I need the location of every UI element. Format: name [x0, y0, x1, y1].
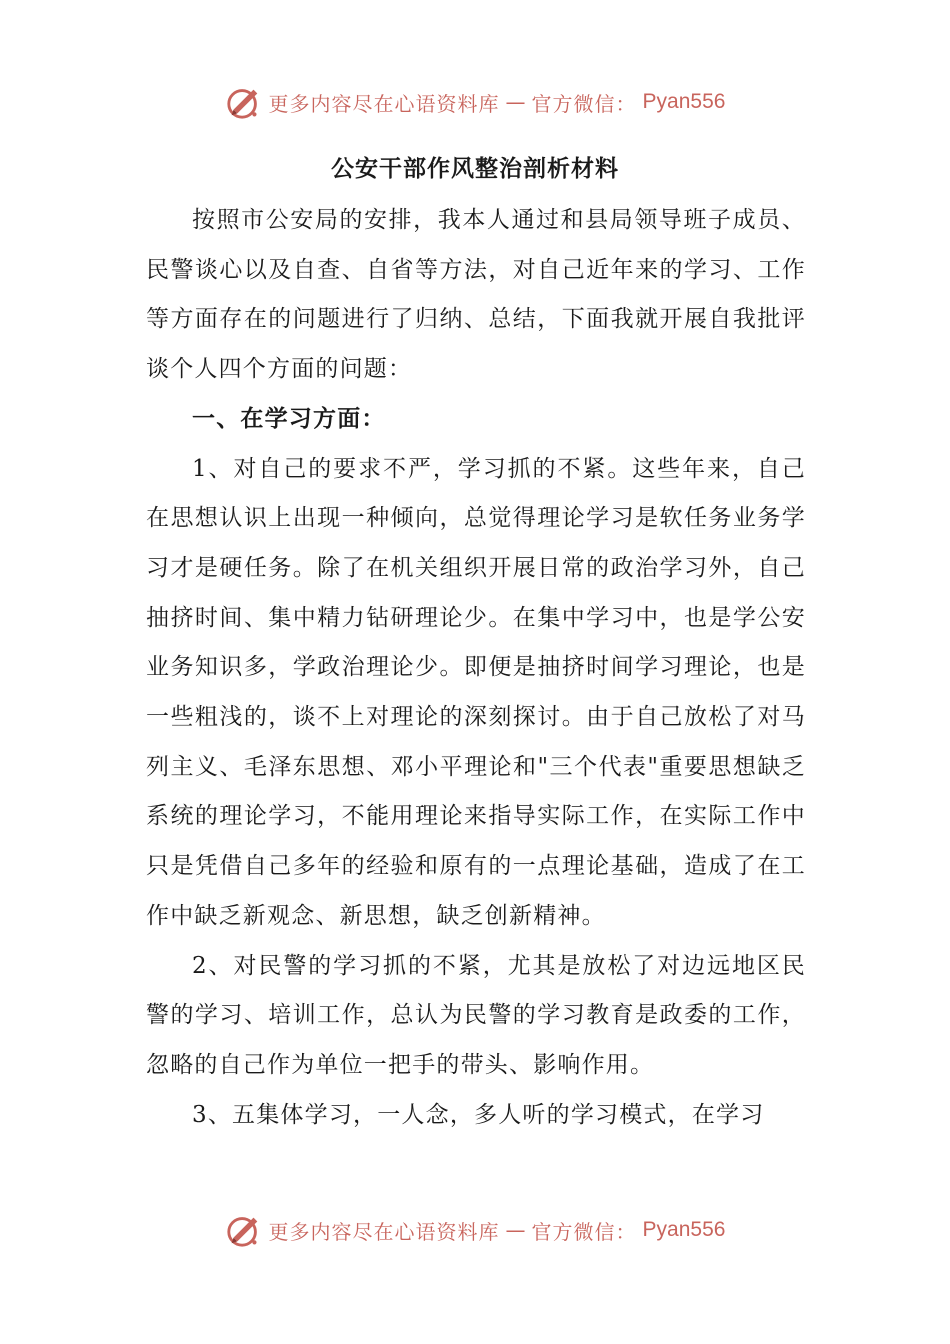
- watermark-site-text: 更多内容尽在心语资料库: [268, 91, 500, 116]
- watermark-contact-label: 官方微信：: [531, 1219, 637, 1244]
- watermark-contact-id: Pyan556: [642, 1218, 726, 1241]
- paragraph-item-1: 1、对自己的要求不严，学习抓的不紧。这些年来，自己在思想认识上出现一种倾向，总觉得理论学习是软任务业务学习才是硬任务。除了在机关组织开展日常的政治学习外，自己抽挤时间、集中精力钻研理论少。在集中学习中，也是学公安业务知识多，学政治理论少。即便是抽挤时间学习理论，也是一些粗浅的，谈不上对理论的深刻探讨。由于自己放松了对马列主义、毛泽东思想、邓小平理论和"三个代表"重要思想缺乏系统的理论学习，不能用理论来指导实际工作，在实际工作中只是凭借自己多年的经验和原有的一点理论基础，造成了在工作中缺乏新观念、新思想，缺乏创新精神。: [146, 455, 806, 929]
- paragraph-item-3: 3、五集体学习，一人念，多人听的学习模式，在学习: [192, 1101, 765, 1128]
- watermark-separator: —: [505, 1218, 526, 1242]
- watermark-banner-bottom: [0, 1208, 950, 1252]
- watermark-separator: —: [505, 90, 526, 114]
- watermark-contact-id: Pyan556: [642, 90, 726, 113]
- watermark-banner-top: [0, 80, 950, 124]
- document-body: [146, 196, 806, 1140]
- document-title: 公安干部作风整治剖析材料: [331, 156, 619, 182]
- pen-circle-logo-icon: [225, 1211, 263, 1249]
- watermark-site-text: 更多内容尽在心语资料库: [268, 1219, 500, 1244]
- pen-circle-logo-icon: [225, 83, 263, 121]
- section-heading-study: 一、在学习方面：: [192, 405, 386, 432]
- paragraph-item-2: 2、对民警的学习抓的不紧，尤其是放松了对边远地区民警的学习、培训工作，总认为民警的学习教育是政委的工作，忽略的自己作为单位一把手的带头、影响作用。: [146, 952, 806, 1078]
- watermark-contact-label: 官方微信：: [531, 91, 637, 116]
- intro-paragraph: 按照市公安局的安排，我本人通过和县局领导班子成员、民警谈心以及自查、自省等方法，对自己近年来的学习、工作等方面存在的问题进行了归纳、总结，下面我就开展自我批评谈个人四个方面的问题：: [146, 207, 806, 383]
